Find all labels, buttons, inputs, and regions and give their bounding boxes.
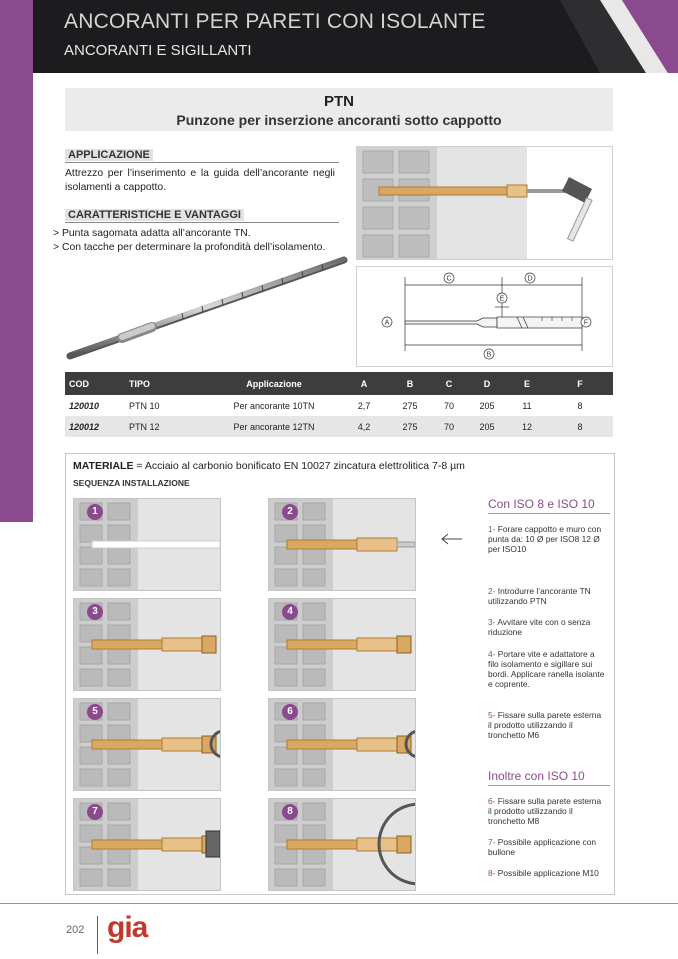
col-c: C <box>431 372 467 395</box>
col-f: F <box>547 372 613 395</box>
table-row: 120012 PTN 12 Per ancorante 12TN 4,2 275 70 205 12 8 <box>65 416 613 437</box>
step-badge: 8 <box>282 804 298 820</box>
feature-item: > Punta sagomata adatta all’ancorante TN. <box>53 228 251 239</box>
install-step-image <box>268 498 416 591</box>
arrow-left-icon <box>440 532 464 551</box>
instruction-1: 1- Forare cappotto e muro con punta da: 10 Ø per ISO8 12 Ø per ISO10 <box>488 524 602 554</box>
col-d: D <box>467 372 507 395</box>
sidebar-stripe <box>0 0 33 522</box>
table-row: 120010 PTN 10 Per ancorante 10TN 2,7 275 70 205 11 8 <box>69 400 583 411</box>
spec-table <box>65 372 613 437</box>
installation-photo <box>356 146 613 260</box>
dim-label-c: C <box>446 275 452 283</box>
dim-label-f: F <box>583 319 589 327</box>
gia-logo: gia <box>107 911 148 944</box>
install-step-image <box>73 698 221 791</box>
step-badge: 5 <box>87 704 103 720</box>
sequence-title: SEQUENZA INSTALLAZIONE <box>73 478 190 488</box>
step-badge: 2 <box>282 504 298 520</box>
install-step-image <box>73 498 221 591</box>
group2-title: Inoltre con ISO 10 <box>488 769 610 786</box>
install-step-image <box>268 698 416 791</box>
step-badge: 4 <box>282 604 298 620</box>
applicazione-text: Attrezzo per l’inserimento e la guida dell’ancorante negli isolamenti a cappotto. <box>65 168 335 193</box>
header-corner-decoration <box>560 0 678 73</box>
install-step-image <box>268 798 416 891</box>
col-b: B <box>389 372 431 395</box>
feature-item: > Con tacche per determinare la profondità dell’isolamento. <box>53 242 326 253</box>
col-a: A <box>339 372 389 395</box>
col-applicazione: Applicazione <box>209 372 339 395</box>
instruction-2: 2- Introdurre l’ancorante TN utilizzando PTN <box>488 586 591 606</box>
install-step-image <box>268 598 416 691</box>
instruction-5: 5- Fissare sulla parete esterna il prodotto utilizzando il tronchetto M6 <box>488 710 602 740</box>
footer-divider <box>0 903 678 904</box>
header-subtitle: ANCORANTI E SIGILLANTI <box>64 42 252 59</box>
group1-title: Con ISO 8 e ISO 10 <box>488 497 610 514</box>
col-cod: COD <box>65 372 125 395</box>
product-name: Punzone per inserzione ancoranti sotto cappotto <box>176 112 502 128</box>
dimension-diagram <box>356 266 613 367</box>
instruction-8: 8- Possibile applicazione M10 <box>488 868 599 878</box>
materiale-text: = Acciaio al carbonio bonificato EN 10027 zincatura elettrolitica 7-8 µm <box>133 460 465 472</box>
dim-label-d: D <box>527 275 533 283</box>
step-badge: 1 <box>87 504 103 520</box>
instruction-4: 4- Portare vite e adattatore a filo isolamento e sigillare sui bordi. Applicare ranella isolante e coprente. <box>488 649 605 689</box>
install-step-image <box>73 798 221 891</box>
materiale-label: MATERIALE <box>73 460 134 472</box>
punch-product-image <box>62 252 352 364</box>
materiale-line <box>73 460 465 472</box>
col-e: E <box>507 372 547 395</box>
dim-label-e: E <box>499 295 505 303</box>
caratteristiche-heading: CARATTERISTICHE E VANTAGGI <box>65 209 339 223</box>
col-tipo: TIPO <box>125 372 209 395</box>
product-code: PTN <box>324 93 354 110</box>
step-badge: 7 <box>87 804 103 820</box>
step-badge: 3 <box>87 604 103 620</box>
instruction-7: 7- Possibile applicazione con bullone <box>488 837 597 857</box>
step-badge: 6 <box>282 704 298 720</box>
footer-vertical-divider <box>97 916 98 954</box>
instruction-6: 6- Fissare sulla parete esterna il prodotto utilizzando il tronchetto M8 <box>488 796 602 826</box>
product-title-box <box>65 88 613 131</box>
applicazione-heading: APPLICAZIONE <box>65 149 339 163</box>
page-number: 202 <box>66 924 85 936</box>
dim-label-a: A <box>384 319 390 327</box>
instruction-3: 3- Avvitare vite con o senza riduzione <box>488 617 591 637</box>
dim-label-b: B <box>486 351 492 359</box>
header-title: ANCORANTI PER PARETI CON ISOLANTE <box>64 10 486 33</box>
table-header-row <box>65 372 613 395</box>
install-step-image <box>73 598 221 691</box>
